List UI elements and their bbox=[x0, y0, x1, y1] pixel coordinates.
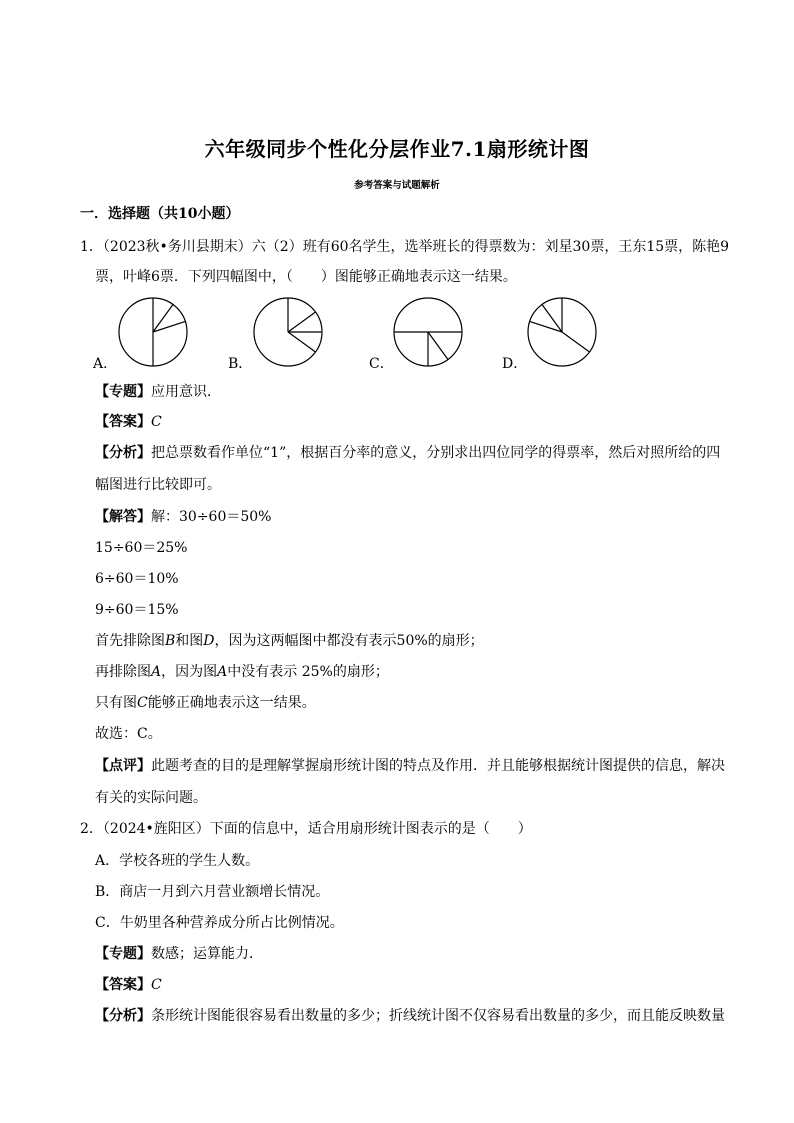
s1-mid: 和图 bbox=[175, 633, 204, 649]
option-a-label: A． bbox=[93, 356, 118, 372]
choose-line: 故选：C。 bbox=[95, 726, 162, 742]
q1-answer bbox=[95, 412, 162, 432]
q1-stem-line2: 票，叶峰6票．下列四幅图中，（ ）图能够正确地表示这一结果。 bbox=[95, 269, 517, 285]
analysis-text: 把总票数看作单位“1”，根据百分率的意义，分别求出四位同学的得票率，然后对照所给的四 bbox=[151, 445, 721, 461]
q2-analysis-line1 bbox=[95, 1006, 725, 1026]
option-c-label: C． bbox=[369, 356, 394, 372]
pie-chart-option-b bbox=[252, 296, 324, 368]
q1-solution bbox=[95, 507, 271, 527]
option-b-label: B． bbox=[228, 356, 253, 372]
s2-post: 中没有表示 25%的扇形； bbox=[227, 664, 389, 680]
answer-tag: 【答案】 bbox=[95, 414, 151, 430]
solution-step-1 bbox=[95, 631, 484, 651]
q1-comment-line1 bbox=[95, 756, 725, 776]
topic-text: 应用意识． bbox=[151, 384, 221, 400]
analysis-tag: 【分析】 bbox=[95, 445, 151, 461]
topic-tag: 【专题】 bbox=[95, 384, 151, 400]
q2-stem: 2．（2024•旌阳区）下面的信息中，适合用扇形统计图表示的是（ ） bbox=[80, 821, 532, 837]
q2-analysis-tag: 【分析】 bbox=[95, 1008, 151, 1024]
q2-topic-tag: 【专题】 bbox=[95, 946, 151, 962]
solution-step-2 bbox=[95, 662, 389, 682]
calc-line-2: 6÷60＝10% bbox=[95, 571, 179, 587]
answer-text: C bbox=[151, 414, 162, 430]
q1-analysis-line2: 幅图进行比较即可。 bbox=[95, 477, 221, 493]
s2-a: A bbox=[151, 664, 162, 680]
option-d-label: D． bbox=[502, 356, 528, 372]
q1-topic bbox=[95, 382, 221, 402]
comment-text: 此题考查的目的是理解掌握扇形统计图的特点及作用．并且能够根据统计图提供的信息，解决 bbox=[151, 758, 725, 774]
q1-analysis-line1 bbox=[95, 443, 720, 463]
q2-answer-tag: 【答案】 bbox=[95, 977, 151, 993]
solution-first: 解：30÷60＝50% bbox=[151, 509, 272, 525]
solution-tag: 【解答】 bbox=[95, 509, 151, 525]
q2-answer-text: C bbox=[151, 977, 162, 993]
q2-answer bbox=[95, 975, 162, 995]
q2-topic-text: 数感；运算能力． bbox=[151, 946, 263, 962]
s2-mid: ，因为图 bbox=[161, 664, 218, 680]
pie-chart-option-d bbox=[526, 296, 598, 368]
s3-pre: 只有图 bbox=[95, 695, 137, 711]
comment-tag: 【点评】 bbox=[95, 758, 151, 774]
q1-comment-line2: 有关的实际问题。 bbox=[95, 790, 207, 806]
page-title: 六年级同步个性化分层作业7.1扇形统计图 bbox=[204, 137, 590, 161]
calc-line-3: 9÷60＝15% bbox=[95, 602, 179, 618]
q2-analysis-text: 条形统计图能很容易看出数量的多少；折线统计图不仅容易看出数量的多少，而且能反映数量 bbox=[151, 1008, 725, 1024]
section-heading: 一．选择题（共10小题） bbox=[80, 206, 240, 222]
s2-pre: 再排除图 bbox=[95, 664, 151, 680]
s1-d: D bbox=[203, 633, 215, 649]
solution-step-3 bbox=[95, 693, 316, 713]
s3-post: 能够正确地表示这一结果。 bbox=[147, 695, 316, 711]
s2-a2: A bbox=[217, 664, 228, 680]
page-subtitle: 参考答案与试题解析 bbox=[354, 180, 440, 191]
q2-option-c: C．牛奶里各种营养成分所占比例情况。 bbox=[95, 915, 344, 931]
s3-c: C bbox=[137, 695, 148, 711]
q1-stem-line1: 1．（2023秋•务川县期末）六（2）班有60名学生，选举班长的得票数为：刘星30票，王东15票，陈艳9 bbox=[80, 239, 730, 255]
pie-chart-option-a bbox=[117, 296, 189, 368]
s1-post: ，因为这两幅图中都没有表示50%的扇形； bbox=[214, 633, 484, 649]
calc-line-1: 15÷60＝25% bbox=[95, 540, 188, 556]
pie-chart-option-c bbox=[392, 296, 464, 368]
s1-b: B bbox=[165, 633, 176, 649]
q2-topic bbox=[95, 944, 263, 964]
q2-option-a: A．学校各班的学生人数。 bbox=[95, 853, 260, 869]
s1-pre: 首先排除图 bbox=[95, 633, 165, 649]
q2-option-b: B．商店一月到六月营业额增长情况。 bbox=[95, 884, 330, 900]
